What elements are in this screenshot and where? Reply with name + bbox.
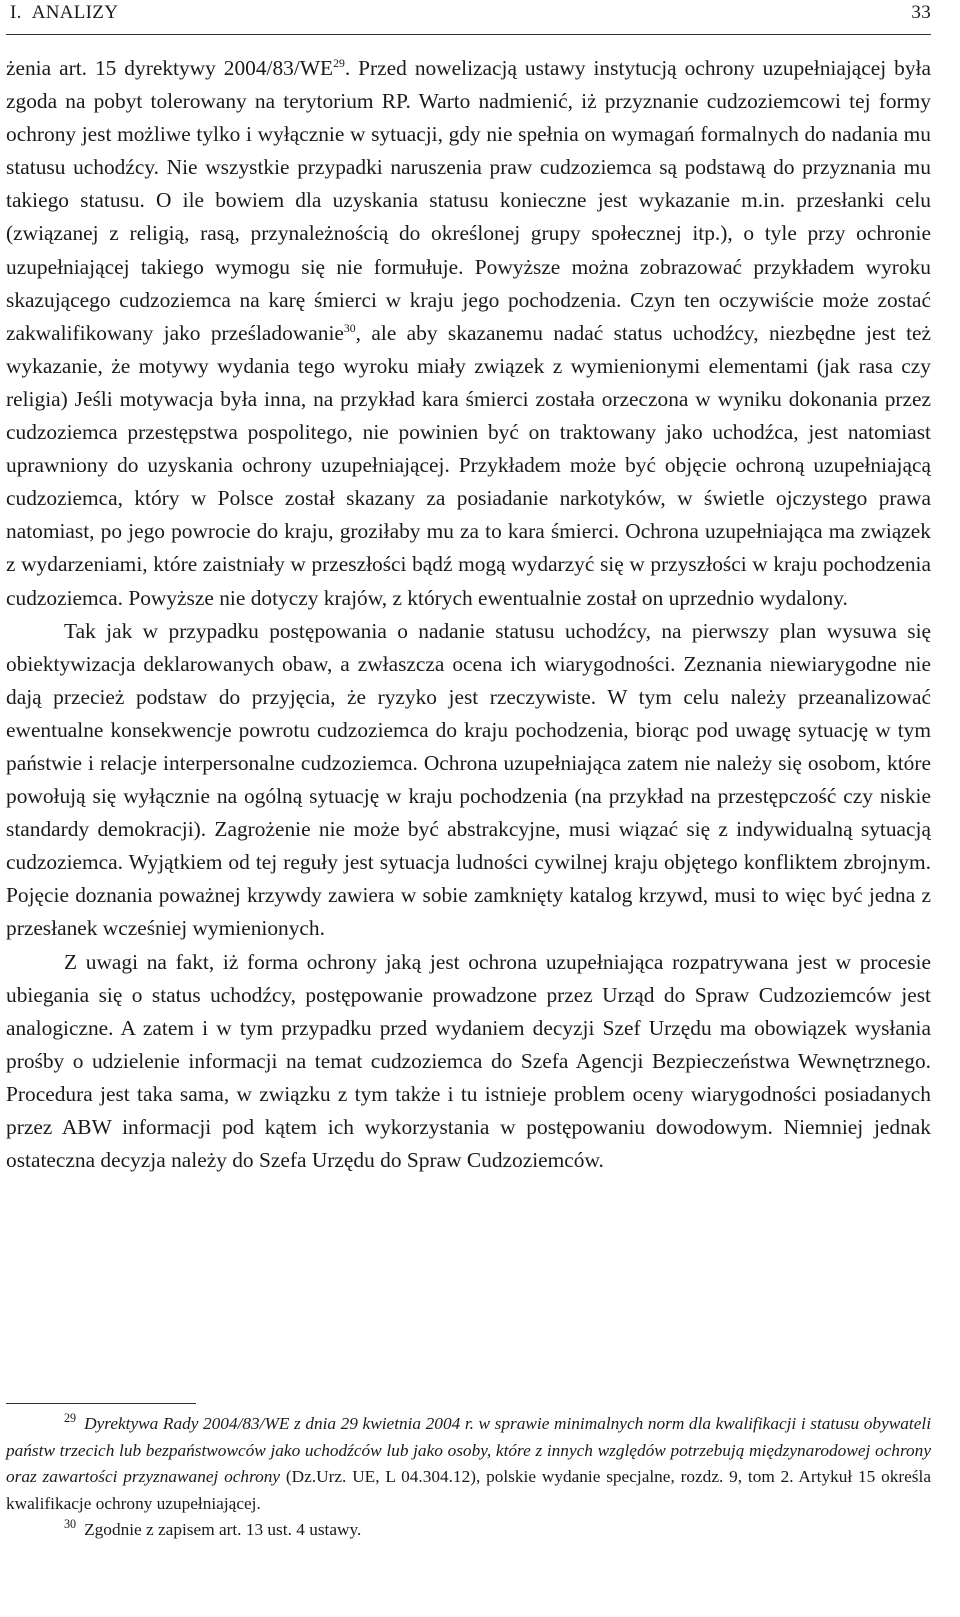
footnote-30	[6, 1517, 931, 1544]
footnote-text: Zgodnie z zapisem art. 13 ust. 4 ustawy.	[84, 1520, 362, 1539]
footnote-number: 30	[64, 1517, 77, 1532]
chapter-number: I.	[10, 2, 22, 23]
paragraph-2: Tak jak w przypadku postępowania o nadanie statusu uchodźcy, na pierwszy plan wysuwa się obiektywizacja deklarowanych obaw, a zwłaszcza ocena ich wiarygodności. Zeznania niewiarygodne nie dają przecież podstaw do przyjęcia, że ryzyko jest rzeczywiste. W tym celu należy przeanalizować ewentualne konsekwencje powrotu cudzoziemca do kraju pochodzenia, biorąc pod uwagę sytuację w tym państwie i relacje interpersonalne cudzoziemca. Ochrona uzupełniająca zatem nie należy się osobom, które powołują się wyłącznie na ogólną sytuację w kraju pochodzenia (na przykład na przestępczość czy niskie standardy demokracji). Zagrożenie nie może być abstrakcyjne, musi wiązać się z indywidualną sytuacją cudzoziemca. Wyjątkiem od tej reguły jest sytuacja ludności cywilnej kraju objętego konfliktem zbrojnym. Pojęcie doznania poważnej krzywdy zawiera w sobie zamknięty katalog krzywd, musi to więc być jedna z przesłanek wcześniej wymienionych.	[6, 618, 931, 941]
footnote-text: (Dz.Urz. UE, L 04.304.12), polskie wydanie specjalne, rozdz. 9, tom 2. Artykuł 15 określa kwalifikacje ochrony uzupełniającej.	[6, 1467, 931, 1513]
paragraph-1	[6, 52, 931, 615]
paragraph-1-part-c: , ale aby skazanemu nadać status uchodźcy, niezbędne jest też wykazanie, że motywy wydania tego wyroku miały związek z wymienionymi elementami (jak rasa czy religia) Jeśli motywacja była inna, na przykład kara śmierci została orzeczona w wyniku dokonania przez cudzoziemca przestępstwa pospolitego, nie powinien być on traktowany jako uchodźca, jest natomiast uprawniony do uzyskania ochrony uzupełniającej. Przykładem może być objęcie ochroną uzupełniającą cudzoziemca, który w Polsce został skazany za posiadanie narkotyków, w świetle ojczystego prawa natomiast, po jego powrocie do kraju, groziłaby mu za to kara śmierci. Ochrona uzupełniająca ma związek z wydarzeniami, które zaistniały w przeszłości bądź mogą wydarzyć się w przyszłości w kraju pochodzenia cudzoziemca. Powyższe nie dotyczy krajów, z których ewentualnie został on uprzednio wydalony.	[6, 320, 932, 610]
header-divider	[6, 34, 931, 35]
page-number: 33	[911, 2, 931, 23]
chapter-title: ANALIZY	[31, 2, 119, 23]
footnote-ref-30: 30	[343, 321, 356, 335]
chapter-label	[10, 2, 118, 24]
paragraph-3: Z uwagi na fakt, iż forma ochrony jaką jest ochrona uzupełniająca rozpatrywana jest w procesie ubiegania się o status uchodźcy, postępowanie prowadzone przez Urząd do Spraw Cudzoziemców jest analogiczne. A zatem i w tym przypadku przed wydaniem decyzji Szef Urzędu ma obowiązek wysłania prośby o udzielenie informacji na temat cudzoziemca do Szefa Agencji Bezpieczeństwa Wewnętrznego. Procedura jest taka sama, w związku z tym także i tu istnieje problem oceny wiarygodności posiadanych przez ABW informacji pod kątem ich wykorzystania w postępowaniu dowodowym. Niemniej jednak ostateczna decyzja należy do Szefa Urzędu do Spraw Cudzoziemców.	[6, 949, 931, 1173]
paragraph-1-part-b: . Przed nowelizacją ustawy instytucją ochrony uzupełniającej była zgoda na pobyt tolerowany na terytorium RP. Warto nadmienić, iż przyznanie cudzoziemcowi tej formy ochrony jest możliwe tylko i wyłącznie w sytuacji, gdy nie spełnia on wymagań formalnych do nadania mu statusu uchodźcy. Nie wszystkie przypadki naruszenia praw cudzoziemca są podstawą do przyznania mu takiego statusu. O ile bowiem dla uzyskania statusu konieczne jest wykazanie m.in. przesłanki celu (związanej z religią, rasą, przynależnością do określonej grupy społecznej itp.), o tyle przy ochronie uzupełniającej takiego wymogu się nie formułuje. Powyższe można zobrazować przykładem wyroku skazującego cudzoziemca na karę śmierci w kraju jego pochodzenia. Czyn ten oczywiście może zostać zakwalifikowany jako prześladowanie	[6, 56, 931, 345]
footnotes	[6, 1411, 931, 1544]
running-header	[6, 2, 931, 32]
footnote-number: 29	[64, 1411, 77, 1426]
main-text	[6, 52, 931, 1177]
footnote-ref-29: 29	[333, 56, 345, 70]
footnote-italic-text: Dyrektywa Rady 2004/83/WE z dnia 29 kwietnia 2004 r. w sprawie minimalnych norm dla kwalifikacji i statusu obywateli państw trzecich lub bezpaństwowców jako uchodźców lub jako osoby, które z innych względów potrzebują międzynarodowej ochrony oraz zawartości przyznawanej ochrony	[6, 1414, 931, 1486]
footnote-divider	[6, 1403, 196, 1404]
book-page	[6, 0, 936, 1617]
paragraph-1-part-a: żenia art. 15 dyrektywy 2004/83/WE	[6, 56, 334, 80]
footnote-29	[6, 1411, 931, 1517]
